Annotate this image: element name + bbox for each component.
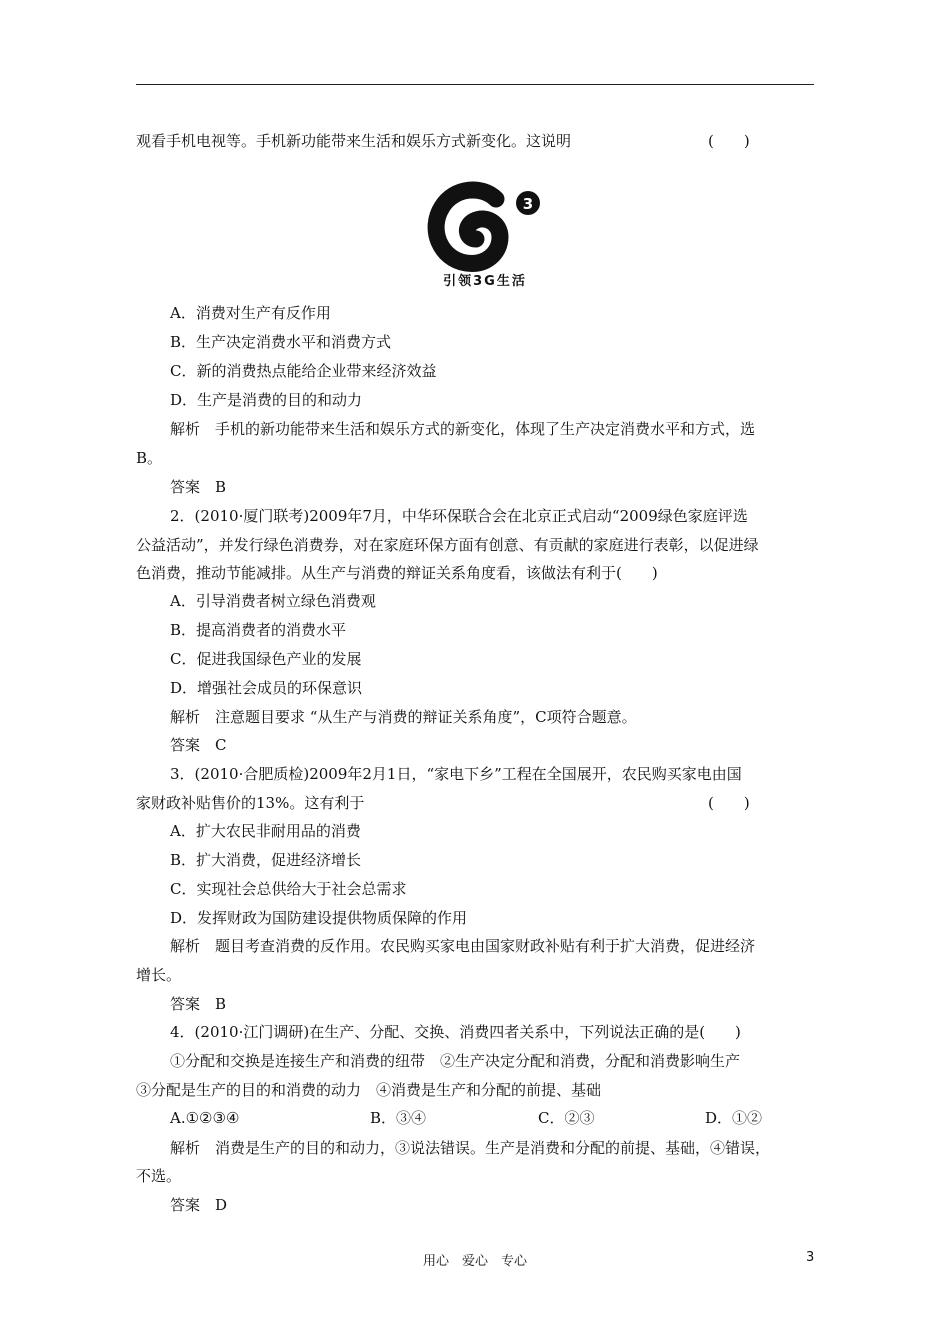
logo-caption: 引领3G生活 — [443, 274, 527, 289]
text-line: 色消费，推动节能减排。从生产与消费的辩证关系角度看，该做法有利于( ) — [136, 564, 658, 582]
option-line: A．消费对生产有反作用 — [170, 304, 331, 322]
question-line: 3．(2010·合肥质检)2009年2月1日，“家电下乡”工程在全国展开，农民购买家电由国 — [170, 765, 742, 783]
analysis-line: 解析 注意题目要求 “从生产与消费的辩证关系角度”，C项符合题意。 — [170, 708, 637, 726]
page-number: 3 — [806, 1250, 815, 1265]
question-line: 4．(2010·江门调研)在生产、分配、交换、消费四者关系中，下列说法正确的是( ) — [170, 1023, 741, 1041]
option-line: A．引导消费者树立绿色消费观 — [170, 592, 376, 610]
text-line: 不选。 — [136, 1167, 182, 1185]
text-line: 观看手机电视等。手机新功能带来生活和娱乐方式新变化。这说明 — [136, 132, 572, 150]
option-c: C．②③ — [538, 1109, 595, 1127]
option-line: A．扩大农民非耐用品的消费 — [170, 822, 361, 840]
option-line: D．增强社会成员的环保意识 — [170, 679, 363, 697]
svg-text:3: 3 — [522, 195, 534, 213]
text-line: 增长。 — [136, 966, 182, 984]
option-line: D．发挥财政为国防建设提供物质保障的作用 — [170, 909, 468, 927]
option-line: C．新的消费热点能给企业带来经济效益 — [170, 362, 437, 380]
option-line: C．促进我国绿色产业的发展 — [170, 650, 362, 668]
answer-line: 答案 B — [170, 995, 227, 1013]
analysis-line: 解析 题目考查消费的反作用。农民购买家电由国家财政补贴有利于扩大消费，促进经济 — [170, 937, 756, 955]
analysis-line: 解析 消费是生产的目的和动力，③说法错误。生产是消费和分配的前提、基础，④错误， — [170, 1139, 771, 1157]
answer-line: 答案 C — [170, 736, 227, 754]
footer-motto: 用心 爱心 专心 — [422, 1254, 527, 1269]
answer-line: 答案 D — [170, 1196, 228, 1214]
statement-line: ③分配是生产的目的和消费的动力 ④消费是生产和分配的前提、基础 — [136, 1081, 602, 1099]
header-rule — [136, 84, 814, 85]
answer-paren: ( ) — [708, 794, 750, 812]
question-line: 2．(2010·厦门联考)2009年7月，中华环保联合会在北京正式启动“2009绿色家庭评选 — [170, 507, 748, 525]
answer-line: 答案 B — [170, 478, 227, 496]
option-line: B．扩大消费，促进经济增长 — [170, 851, 362, 869]
text-line: B。 — [136, 449, 163, 467]
analysis-line: 解析 手机的新功能带来生活和娱乐方式的新变化，体现了生产决定消费水平和方式，选 — [170, 420, 756, 438]
option-line: B．生产决定消费水平和消费方式 — [170, 333, 392, 351]
option-line: C．实现社会总供给大于社会总需求 — [170, 880, 407, 898]
option-b: B．③④ — [370, 1109, 427, 1127]
text-line: 家财政补贴售价的13%。这有利于 — [136, 794, 365, 812]
option-line: B．提高消费者的消费水平 — [170, 621, 347, 639]
option-a: A.①②③④ — [170, 1109, 240, 1127]
option-line: D．生产是消费的目的和动力 — [170, 391, 363, 409]
statement-line: ①分配和交换是连接生产和消费的纽带 ②生产决定分配和消费，分配和消费影响生产 — [170, 1052, 741, 1070]
option-d: D．①② — [705, 1109, 763, 1127]
answer-paren: ( ) — [708, 132, 750, 150]
text-line: 公益活动”，并发行绿色消费券，对在家庭环保方面有创意、有贡献的家庭进行表彰，以促进绿 — [136, 536, 759, 554]
q4-options — [170, 1108, 814, 1128]
